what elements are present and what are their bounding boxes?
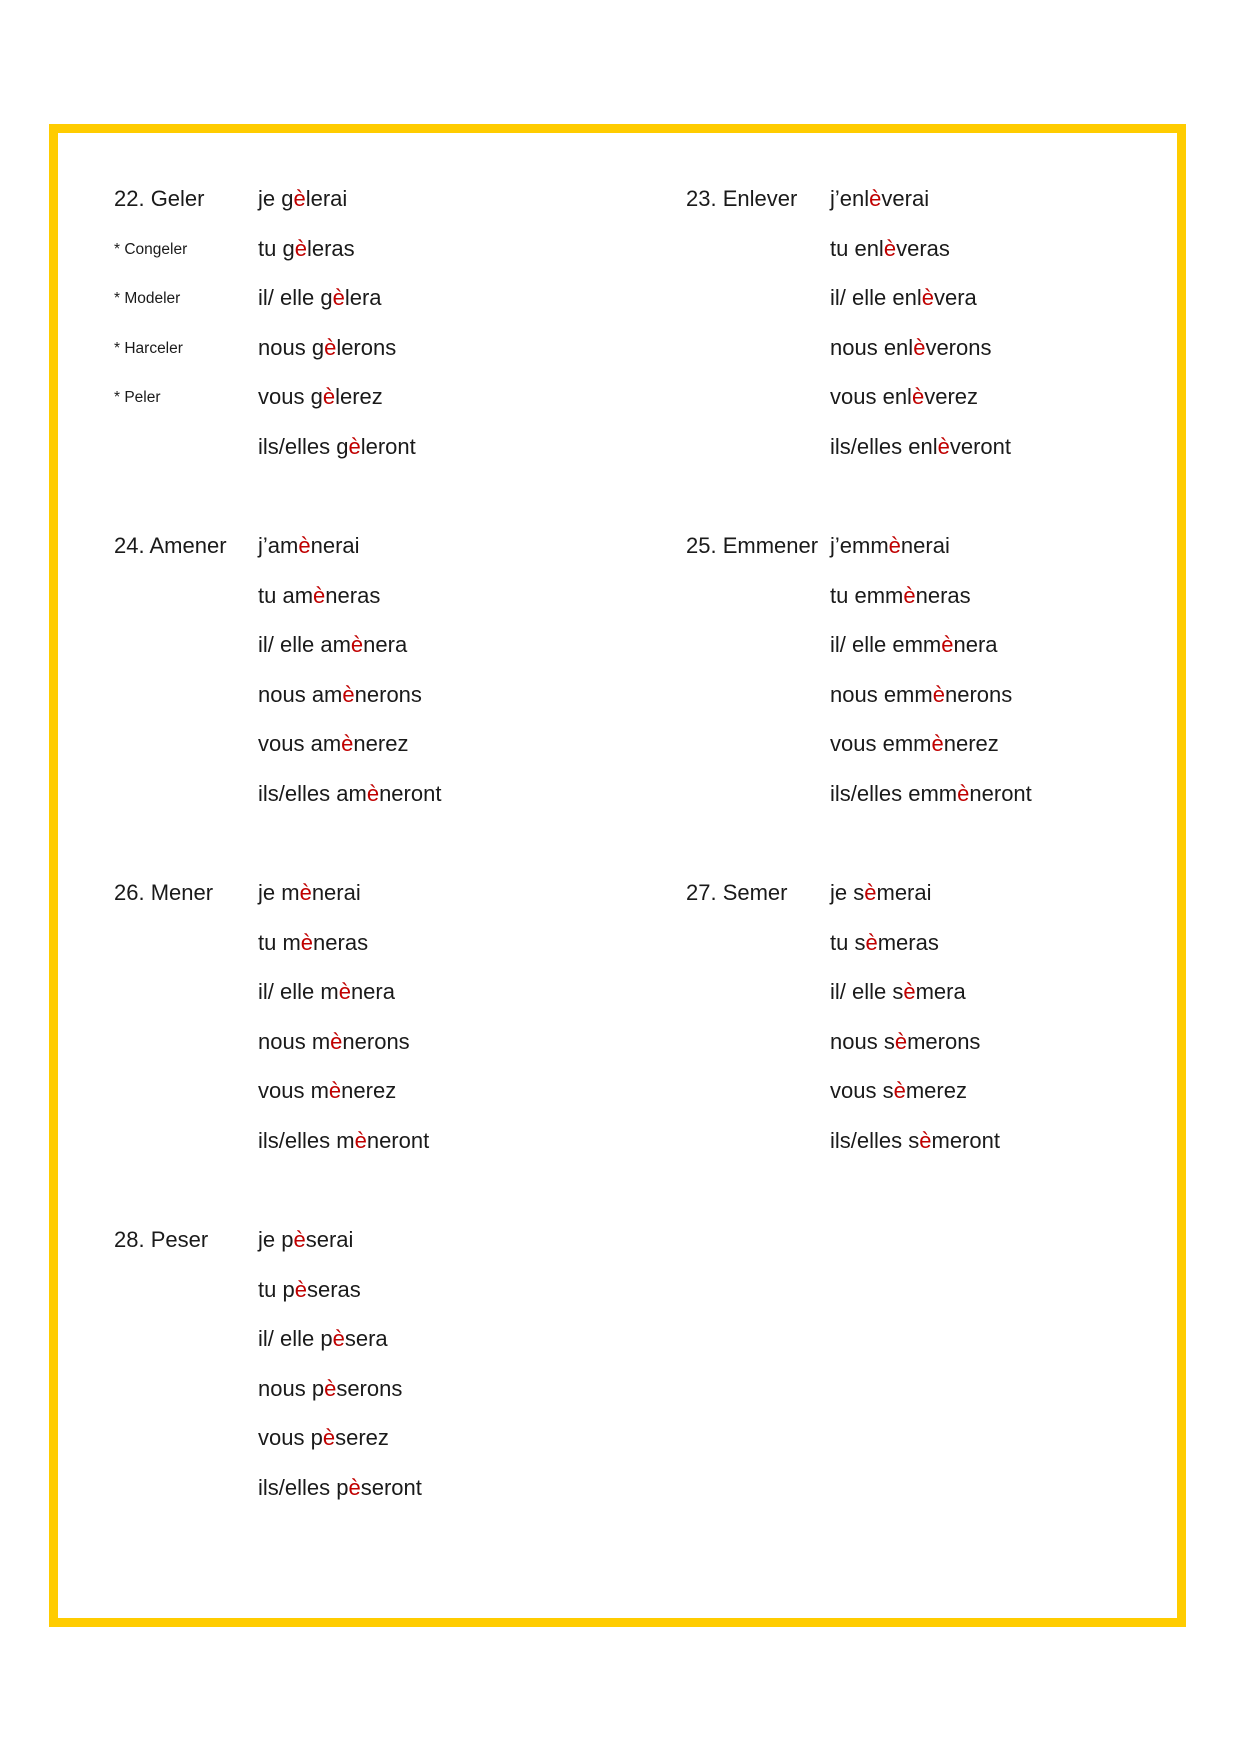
- form-prefix: vous enl: [830, 384, 912, 410]
- accent-letter: è: [932, 681, 945, 707]
- form-prefix: il/ elle g: [258, 285, 333, 311]
- conjugation-line: [830, 583, 971, 609]
- conjugation-line: [258, 583, 380, 609]
- accent-letter: è: [864, 880, 877, 905]
- accent-letter: è: [865, 929, 878, 955]
- accent-letter: è: [911, 384, 925, 410]
- accent-letter: è: [903, 979, 916, 1005]
- accent-letter: è: [348, 1475, 361, 1500]
- form-prefix: tu p: [258, 1276, 295, 1302]
- form-suffix: leront: [360, 434, 416, 459]
- form-suffix: serons: [336, 1375, 403, 1401]
- form-prefix: ils/elles s: [830, 1128, 920, 1153]
- accent-letter: è: [294, 235, 307, 261]
- form-prefix: nous am: [258, 681, 343, 707]
- form-prefix: nous enl: [830, 334, 914, 360]
- form-prefix: tu am: [258, 582, 314, 608]
- accent-letter: è: [919, 1128, 932, 1153]
- form-suffix: nerai: [310, 533, 360, 558]
- related-verb: * Congeler: [114, 240, 188, 258]
- form-prefix: je s: [830, 880, 865, 905]
- form-suffix: merai: [876, 880, 932, 905]
- form-suffix: neront: [366, 1128, 430, 1153]
- accent-letter: è: [931, 731, 944, 757]
- form-suffix: nerons: [342, 1028, 410, 1054]
- form-prefix: je p: [258, 1227, 294, 1252]
- accent-letter: è: [299, 880, 312, 905]
- conjugation-line: [258, 632, 407, 658]
- conjugation-line: [830, 1029, 980, 1055]
- accent-letter: è: [324, 334, 337, 360]
- form-suffix: verons: [925, 334, 992, 360]
- accent-letter: è: [869, 186, 882, 211]
- conjugation-line: [830, 682, 1012, 708]
- form-prefix: nous s: [830, 1028, 895, 1054]
- form-suffix: nera: [350, 979, 395, 1005]
- form-suffix: nera: [363, 632, 408, 658]
- conjugation-line: [830, 979, 966, 1005]
- form-suffix: nera: [953, 632, 998, 658]
- form-prefix: tu g: [258, 235, 295, 261]
- conjugation-line: [830, 285, 977, 311]
- conjugation-line: [258, 1277, 361, 1303]
- accent-letter: è: [888, 533, 901, 558]
- form-prefix: tu enl: [830, 235, 884, 261]
- form-prefix: nous g: [258, 334, 325, 360]
- conjugation-line: [830, 930, 939, 956]
- accent-letter: è: [366, 781, 380, 806]
- form-prefix: j’am: [258, 533, 299, 558]
- form-prefix: nous m: [258, 1028, 331, 1054]
- form-prefix: tu m: [258, 929, 301, 955]
- accent-letter: è: [341, 731, 354, 757]
- form-suffix: merez: [905, 1078, 967, 1104]
- accent-letter: è: [322, 384, 336, 410]
- accent-letter: è: [893, 1078, 906, 1104]
- conjugation-line: [258, 434, 416, 460]
- accent-letter: è: [330, 1028, 343, 1054]
- form-suffix: veront: [949, 434, 1012, 459]
- accent-letter: è: [294, 1276, 307, 1302]
- conjugation-line: [258, 335, 396, 361]
- form-suffix: vera: [933, 285, 977, 311]
- form-prefix: vous am: [258, 731, 342, 757]
- form-suffix: nerai: [311, 880, 361, 905]
- accent-letter: è: [322, 1425, 336, 1451]
- form-prefix: il/ elle emm: [830, 632, 942, 658]
- conjugation-line: [258, 1326, 388, 1352]
- form-suffix: verai: [881, 186, 930, 211]
- accent-letter: è: [332, 1326, 345, 1352]
- conjugation-line: [830, 731, 999, 757]
- accent-letter: è: [921, 285, 934, 311]
- form-suffix: meras: [877, 929, 939, 955]
- form-prefix: nous p: [258, 1375, 325, 1401]
- accent-letter: è: [354, 1128, 367, 1153]
- verb-title: 28. Peser: [114, 1227, 209, 1252]
- form-suffix: lerons: [336, 334, 397, 360]
- conjugation-line: [258, 979, 395, 1005]
- conjugation-line: [258, 1029, 410, 1055]
- form-suffix: nerez: [353, 731, 409, 757]
- form-prefix: vous m: [258, 1078, 329, 1104]
- form-prefix: j’emm: [830, 533, 889, 558]
- accent-letter: è: [332, 285, 345, 311]
- conjugation-line: [830, 1128, 1000, 1154]
- conjugation-line: [258, 682, 422, 708]
- related-verb: * Harceler: [114, 339, 183, 357]
- conjugation-line: [830, 434, 1011, 460]
- accent-letter: è: [348, 434, 361, 459]
- accent-letter: è: [941, 632, 954, 658]
- form-prefix: nous emm: [830, 681, 933, 707]
- verb-title: 25. Emmener: [686, 533, 819, 558]
- form-prefix: je m: [258, 880, 300, 905]
- form-suffix: neront: [969, 781, 1032, 806]
- form-prefix: ils/elles p: [258, 1475, 349, 1500]
- form-suffix: nerez: [943, 731, 999, 757]
- form-suffix: nerons: [354, 681, 422, 707]
- form-prefix: tu emm: [830, 582, 904, 608]
- form-suffix: lerez: [335, 384, 383, 410]
- form-suffix: neront: [379, 781, 442, 806]
- conjugation-line: [258, 533, 360, 559]
- related-verb: * Modeler: [114, 290, 181, 308]
- conjugation-line: [258, 285, 382, 311]
- verb-title: 27. Semer: [686, 880, 788, 905]
- form-suffix: nerons: [944, 681, 1013, 707]
- related-verb: * Peler: [114, 389, 161, 407]
- accent-letter: è: [328, 1078, 342, 1104]
- conjugation-line: [830, 1078, 967, 1104]
- form-suffix: nerez: [341, 1078, 397, 1104]
- form-suffix: veras: [896, 235, 950, 261]
- form-suffix: serai: [305, 1227, 354, 1252]
- accent-letter: è: [300, 929, 314, 955]
- accent-letter: è: [883, 235, 897, 261]
- conjugation-line: [258, 186, 347, 212]
- form-suffix: lera: [344, 285, 382, 311]
- conjugation-line: [258, 1078, 396, 1104]
- accent-letter: è: [957, 781, 970, 806]
- form-prefix: vous s: [830, 1078, 894, 1104]
- conjugation-line: [258, 731, 408, 757]
- accent-letter: è: [903, 582, 916, 608]
- form-prefix: ils/elles am: [258, 781, 367, 806]
- conjugation-line: [258, 930, 368, 956]
- accent-letter: è: [894, 1028, 908, 1054]
- form-suffix: verez: [924, 384, 978, 410]
- conjugation-line: [258, 781, 441, 807]
- verb-title: 23. Enlever: [686, 186, 798, 211]
- conjugation-line: [830, 186, 929, 212]
- form-suffix: neras: [313, 929, 369, 955]
- conjugation-line: [830, 384, 978, 410]
- form-prefix: ils/elles emm: [830, 781, 958, 806]
- conjugation-line: [830, 781, 1032, 807]
- accent-letter: è: [937, 434, 950, 459]
- accent-letter: è: [313, 582, 326, 608]
- form-suffix: lerai: [305, 186, 348, 211]
- form-prefix: j’enl: [830, 186, 870, 211]
- form-prefix: il/ elle s: [830, 979, 904, 1005]
- conjugation-line: [830, 236, 950, 262]
- conjugation-line: [830, 533, 950, 559]
- form-prefix: vous g: [258, 384, 323, 410]
- form-suffix: seront: [360, 1475, 422, 1500]
- conjugation-line: [258, 1227, 353, 1253]
- form-prefix: je g: [258, 186, 294, 211]
- conjugation-line: [258, 1128, 429, 1154]
- conjugation-line: [830, 880, 932, 906]
- form-suffix: sera: [344, 1326, 388, 1352]
- form-suffix: merons: [907, 1028, 981, 1054]
- form-suffix: leras: [306, 235, 355, 261]
- form-prefix: tu s: [830, 929, 866, 955]
- conjugation-line: [258, 236, 355, 262]
- verb-title: 22. Geler: [114, 186, 205, 211]
- form-prefix: ils/elles g: [258, 434, 349, 459]
- form-prefix: il/ elle p: [258, 1326, 333, 1352]
- form-suffix: serez: [335, 1425, 389, 1451]
- page-frame: [49, 124, 1186, 1627]
- conjugation-line: [258, 880, 361, 906]
- conjugation-line: [258, 384, 383, 410]
- form-prefix: ils/elles enl: [830, 434, 938, 459]
- form-prefix: vous p: [258, 1425, 323, 1451]
- conjugation-line: [830, 632, 998, 658]
- conjugation-line: [830, 335, 991, 361]
- verb-title: 24. Amener: [114, 533, 227, 558]
- accent-letter: è: [324, 1375, 337, 1401]
- accent-letter: è: [350, 632, 364, 658]
- accent-letter: è: [913, 334, 926, 360]
- form-prefix: vous emm: [830, 731, 932, 757]
- form-prefix: il/ elle enl: [830, 285, 922, 311]
- accent-letter: è: [293, 186, 306, 211]
- form-prefix: ils/elles m: [258, 1128, 355, 1153]
- accent-letter: è: [298, 533, 311, 558]
- form-suffix: nerai: [900, 533, 950, 558]
- conjugation-line: [258, 1425, 389, 1451]
- form-prefix: il/ elle am: [258, 632, 351, 658]
- verb-title: 26. Mener: [114, 880, 214, 905]
- form-suffix: neras: [325, 582, 381, 608]
- accent-letter: è: [342, 681, 355, 707]
- form-suffix: seras: [306, 1276, 361, 1302]
- form-suffix: mera: [915, 979, 966, 1005]
- form-suffix: neras: [915, 582, 971, 608]
- conjugation-line: [258, 1475, 422, 1501]
- accent-letter: è: [338, 979, 351, 1005]
- accent-letter: è: [293, 1227, 306, 1252]
- form-prefix: il/ elle m: [258, 979, 339, 1005]
- conjugation-line: [258, 1376, 402, 1402]
- form-suffix: meront: [931, 1128, 1000, 1153]
